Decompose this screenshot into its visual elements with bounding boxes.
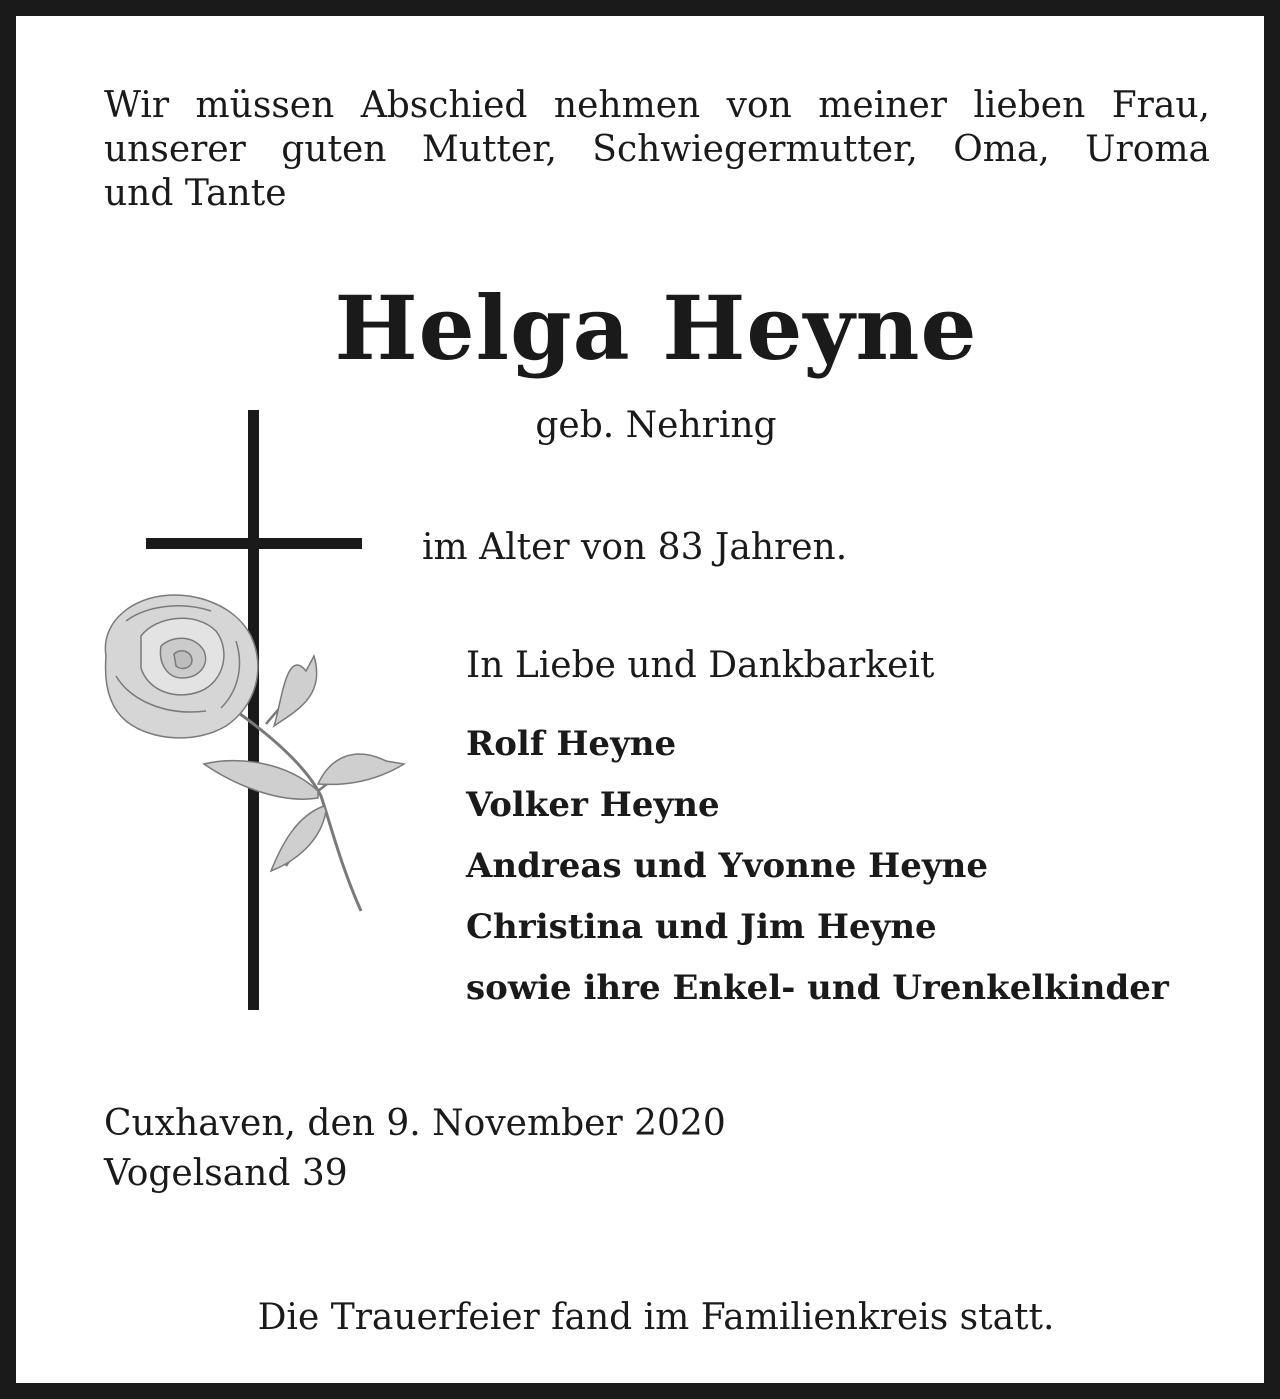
intro-line-2: unserer guten Mutter, Schwiegermutter, Oma, Uroma xyxy=(104,129,1210,170)
mourner-item: sowie ihre Enkel- und Urenkelkinder xyxy=(466,968,1169,1008)
mourner-item: Andreas und Yvonne Heyne xyxy=(466,846,988,886)
closing-phrase: In Liebe und Dankbarkeit xyxy=(466,645,935,686)
intro-line-1: Wir müssen Abschied nehmen von meiner lieben Frau, xyxy=(104,85,1210,126)
birth-name: geb. Nehring xyxy=(535,405,777,446)
place-and-date: Cuxhaven, den 9. November 2020 xyxy=(104,1103,726,1144)
deceased-name: Helga Heyne xyxy=(334,276,978,380)
mourner-item: Rolf Heyne xyxy=(466,724,677,764)
ceremony-note: Die Trauerfeier fand im Familienkreis statt. xyxy=(257,1297,1055,1338)
intro-line-3: und Tante xyxy=(104,173,287,214)
mourner-item: Christina und Jim Heyne xyxy=(466,907,937,947)
mourners-list xyxy=(466,714,1169,1019)
intro-text xyxy=(104,84,1210,216)
mourner-item: Volker Heyne xyxy=(466,785,720,825)
cross-and-rose-emblem xyxy=(86,406,416,1016)
age-text: im Alter von 83 Jahren. xyxy=(422,527,848,568)
address: Vogelsand 39 xyxy=(104,1153,348,1194)
